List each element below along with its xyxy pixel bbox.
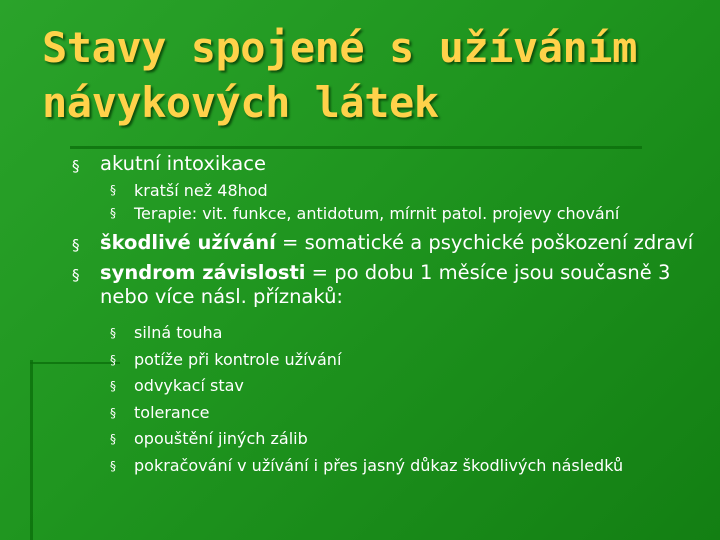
bullet-icon: §: [110, 326, 116, 340]
spacer: [62, 309, 702, 317]
bullet-icon: §: [110, 352, 116, 367]
sub-bullet-item: [62, 347, 702, 374]
decorative-line-left: [30, 360, 33, 540]
sub-bullet-item: [62, 179, 702, 202]
sublist-acute-intoxication: [62, 179, 702, 225]
sub-bullet-item: [62, 373, 702, 400]
sub-bullet-item: [62, 320, 702, 347]
sub-bullet-label: opouštění jiných zálib: [134, 429, 308, 448]
bullet-icon: §: [110, 183, 116, 197]
decorative-line-top: [70, 146, 642, 149]
sub-bullet-item: [62, 426, 702, 453]
sublist-dependence-symptoms: [62, 320, 702, 479]
bullet-icon: §: [110, 206, 116, 220]
slide-title: Stavy spojené s užíváním návykových látek: [42, 23, 637, 127]
sub-bullet-label: odvykací stav: [134, 376, 244, 395]
sub-bullet-label: potíže při kontrole užívání: [134, 349, 342, 369]
bullet-definition: = po dobu 1 měsíce jsou současně 3 nebo více násl. příznaků:: [100, 261, 671, 308]
sub-bullet-label: tolerance: [134, 402, 210, 422]
bullet-icon: §: [110, 379, 116, 393]
sub-bullet-label: kratší než 48hod: [134, 181, 268, 200]
bullet-icon: §: [110, 458, 116, 473]
bullet-item-acute-intoxication: [62, 152, 702, 176]
bullet-item-harmful-use: [62, 231, 702, 255]
sub-bullet-label: pokračování v užívání i přes jasný důkaz škodlivých následků: [134, 455, 624, 475]
bullet-term: škodlivé užívání: [100, 231, 276, 254]
sub-bullet-item: [62, 400, 702, 427]
bullet-icon: §: [72, 266, 80, 284]
bullet-icon: §: [72, 157, 80, 175]
sub-bullet-label: silná touha: [134, 323, 223, 342]
slide-content: [62, 152, 702, 479]
sub-bullet-label: Terapie: vit. funkce, antidotum, mírnit patol. projevy chování: [134, 204, 620, 223]
sub-bullet-item: [62, 202, 702, 225]
bullet-definition: = somatické a psychické poškození zdraví: [275, 231, 694, 254]
bullet-icon: §: [72, 236, 80, 254]
bullet-icon: §: [110, 432, 116, 446]
bullet-term: syndrom závislosti: [100, 261, 306, 284]
sub-bullet-item: [62, 453, 702, 480]
bullet-item-dependence-syndrome: [62, 261, 702, 309]
bullet-label: akutní intoxikace: [100, 152, 266, 175]
bullet-icon: §: [110, 405, 116, 420]
